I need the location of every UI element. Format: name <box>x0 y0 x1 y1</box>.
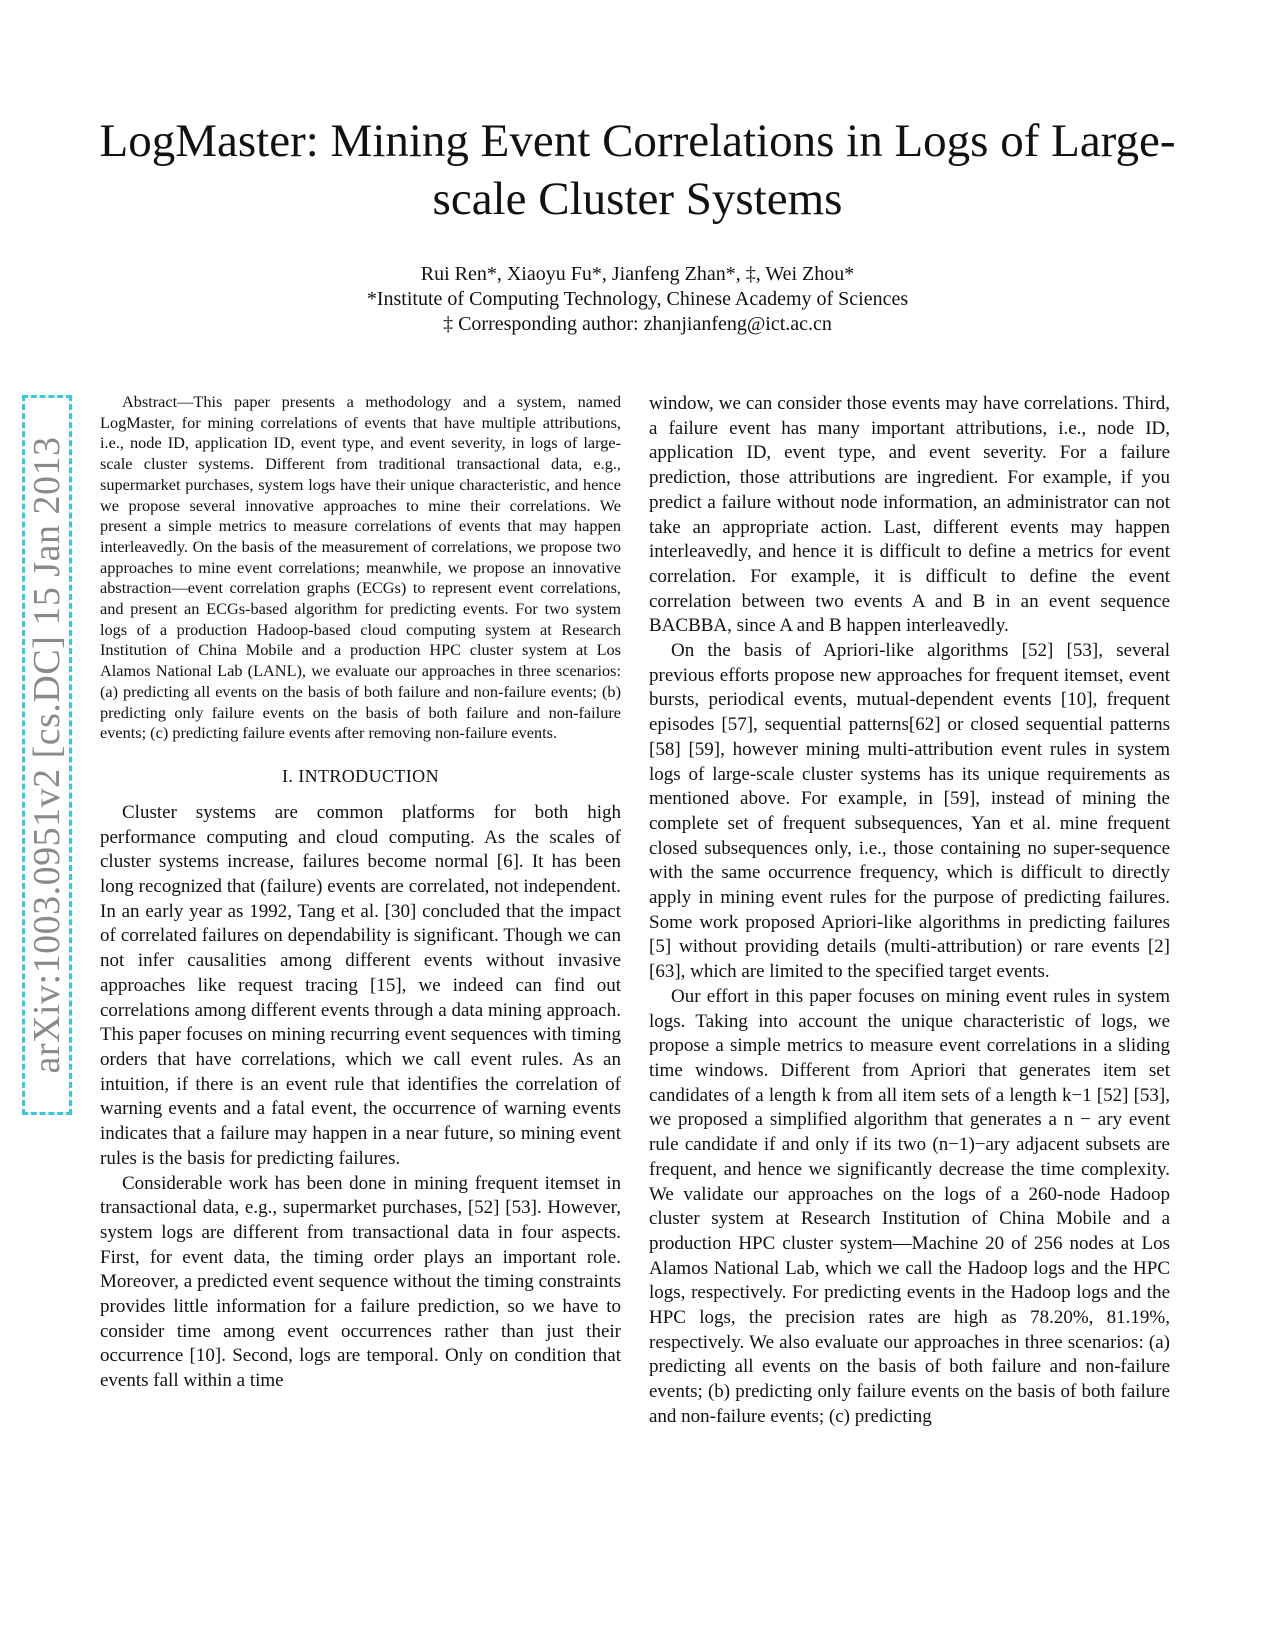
author-affiliation: *Institute of Computing Technology, Chinese Academy of Sciences <box>366 288 909 310</box>
left-column <box>100 392 621 1394</box>
intro-paragraph-1: Cluster systems are common platforms for both high performance computing and cloud computing. As the scales of cluster systems increase, failures become normal [6]. It has been long recognized that (failure) events are correlated, not independent. In an early year as 1992, Tang et al. [30] concluded that the impact of correlated failures on dependability is significant. Though we can not infer causalities among different events without invasive approaches like request tracing [15], we indeed can find out correlations among different events through a data mining approach. This paper focuses on mining recurring event sequences with timing orders that have correlations, which we call event rules. As an intuition, if there is an event rule that identifies the correlation of warning events and a fatal event, the occurrence of warning events indicates that a failure may happen in a near future, so mining event rules is the basis for predicting failures. <box>100 801 621 1169</box>
author-names: Rui Ren*, Xiaoyu Fu*, Jianfeng Zhan*, ‡, Wei Zhou* <box>420 263 855 285</box>
intro-paragraph-4: On the basis of Apriori-like algorithms [52] [53], several previous efforts propose new approaches for frequent itemset, event bursts, periodical events, mutual-dependent events [10], frequent episodes [57], sequential patterns[62] or closed sequential patterns [58] [59], however mining multi-attribution event rules in system logs of large-scale cluster systems has its unique requirements as mentioned above. For example, in [59], instead of mining the complete set of frequent subsequences, Yan et al. mine frequent closed subsequences only, i.e., those containing no super-sequence with the same occurrence frequency, which is difficult to directly apply in mining event rules for the purpose of predicting failures. Some work proposed Apriori-like algorithms in predicting failures [5] without providing details (multi-attribution) or rare events [2] [63], which are limited to the specified target events. <box>649 640 1170 983</box>
paper-title: LogMaster: Mining Event Correlations in Logs of Large-scale Cluster Systems <box>99 115 1176 225</box>
intro-paragraph-3: window, we can consider those events may have correlations. Third, a failure event has many important attributions, i.e., node ID, application ID, event type, and event severity. For a failure prediction, those attributions are ingredient. For example, if you predict a failure without node information, an administrator can not take an appropriate action. Last, different events may happen interleavedly, and hence it is difficult to define a metrics for event correlation. For example, it is difficult to define the event correlation between two events A and B in an event sequence BACBBA, since A and B happen interleavedly. <box>649 393 1170 637</box>
arxiv-stamp <box>22 395 72 1115</box>
section-heading-introduction: I. INTRODUCTION <box>282 765 439 786</box>
corresponding-author: ‡ Corresponding author: zhanjianfeng@ict.ac.cn <box>443 313 832 335</box>
arxiv-stamp-text: arXiv:1003.0951v2 [cs.DC] 15 Jan 2013 <box>26 436 68 1074</box>
author-block <box>90 262 1185 337</box>
intro-paragraph-5: Our effort in this paper focuses on mining event rules in system logs. Taking into account the unique characteristic of logs, we propose a simple metrics to measure event correlations in a sliding time windows. Different from Apriori that generates item set candidates of a length k from all item sets of a length k−1 [52] [53], we proposed a simplified algorithm that generates a n − ary event rule candidate if and only if its two (n−1)−ary adjacent subsets are frequent, and hence we significantly decrease the time complexity. We validate our approaches on the logs of a 260-node Hadoop cluster system at Research Institution of China Mobile and a production HPC cluster system—Machine 20 of 256 nodes at Los Alamos National Lab, which we call the Hadoop logs and the HPC logs, respectively. For predicting events in the Hadoop logs and the HPC logs, the precision rates are high as 78.20%, 81.19%, respectively. We also evaluate our approaches in three scenarios: (a) predicting all events on the basis of both failure and non-failure events; (b) predicting only failure events on the basis of both failure and non-failure events; (c) predicting <box>649 985 1170 1427</box>
abstract: Abstract—This paper presents a methodology and a system, named LogMaster, for mining correlations of events that have multiple attributions, i.e., node ID, application ID, event type, and event severity, in logs of large-scale cluster systems. Different from traditional transactional data, e.g., supermarket purchases, system logs have their unique characteristic, and hence we propose several innovative approaches to mine their correlations. We present a simple metrics to measure correlations of events that may happen interleavedly. On the basis of the measurement of correlations, we propose two approaches to mine event correlations; meanwhile, we propose an innovative abstraction—event correlation graphs (ECGs) to represent event correlations, and present an ECGs-based algorithm for predicting events. For two system logs of a production Hadoop-based cloud computing system at Research Institution of China Mobile and a production HPC cluster system at Los Alamos National Lab (LANL), we evaluate our approaches in three scenarios: (a) predicting all events on the basis of both failure and non-failure events; (b) predicting only failure events on the basis of both failure and non-failure events; (c) predicting failure events after removing non-failure events. <box>100 392 621 743</box>
intro-paragraph-2: Considerable work has been done in mining frequent itemset in transactional data, e.g., supermarket purchases, [52] [53]. However, system logs are different from transactional data in four aspects. First, for event data, the timing order plays an important role. Moreover, a predicted event sequence without the timing constraints provides little information for a failure prediction, so we have to consider time among event occurrences rather than just their occurrence [10]. Second, logs are temporal. Only on condition that events fall within a time <box>100 1172 621 1392</box>
right-column <box>649 392 1170 1430</box>
